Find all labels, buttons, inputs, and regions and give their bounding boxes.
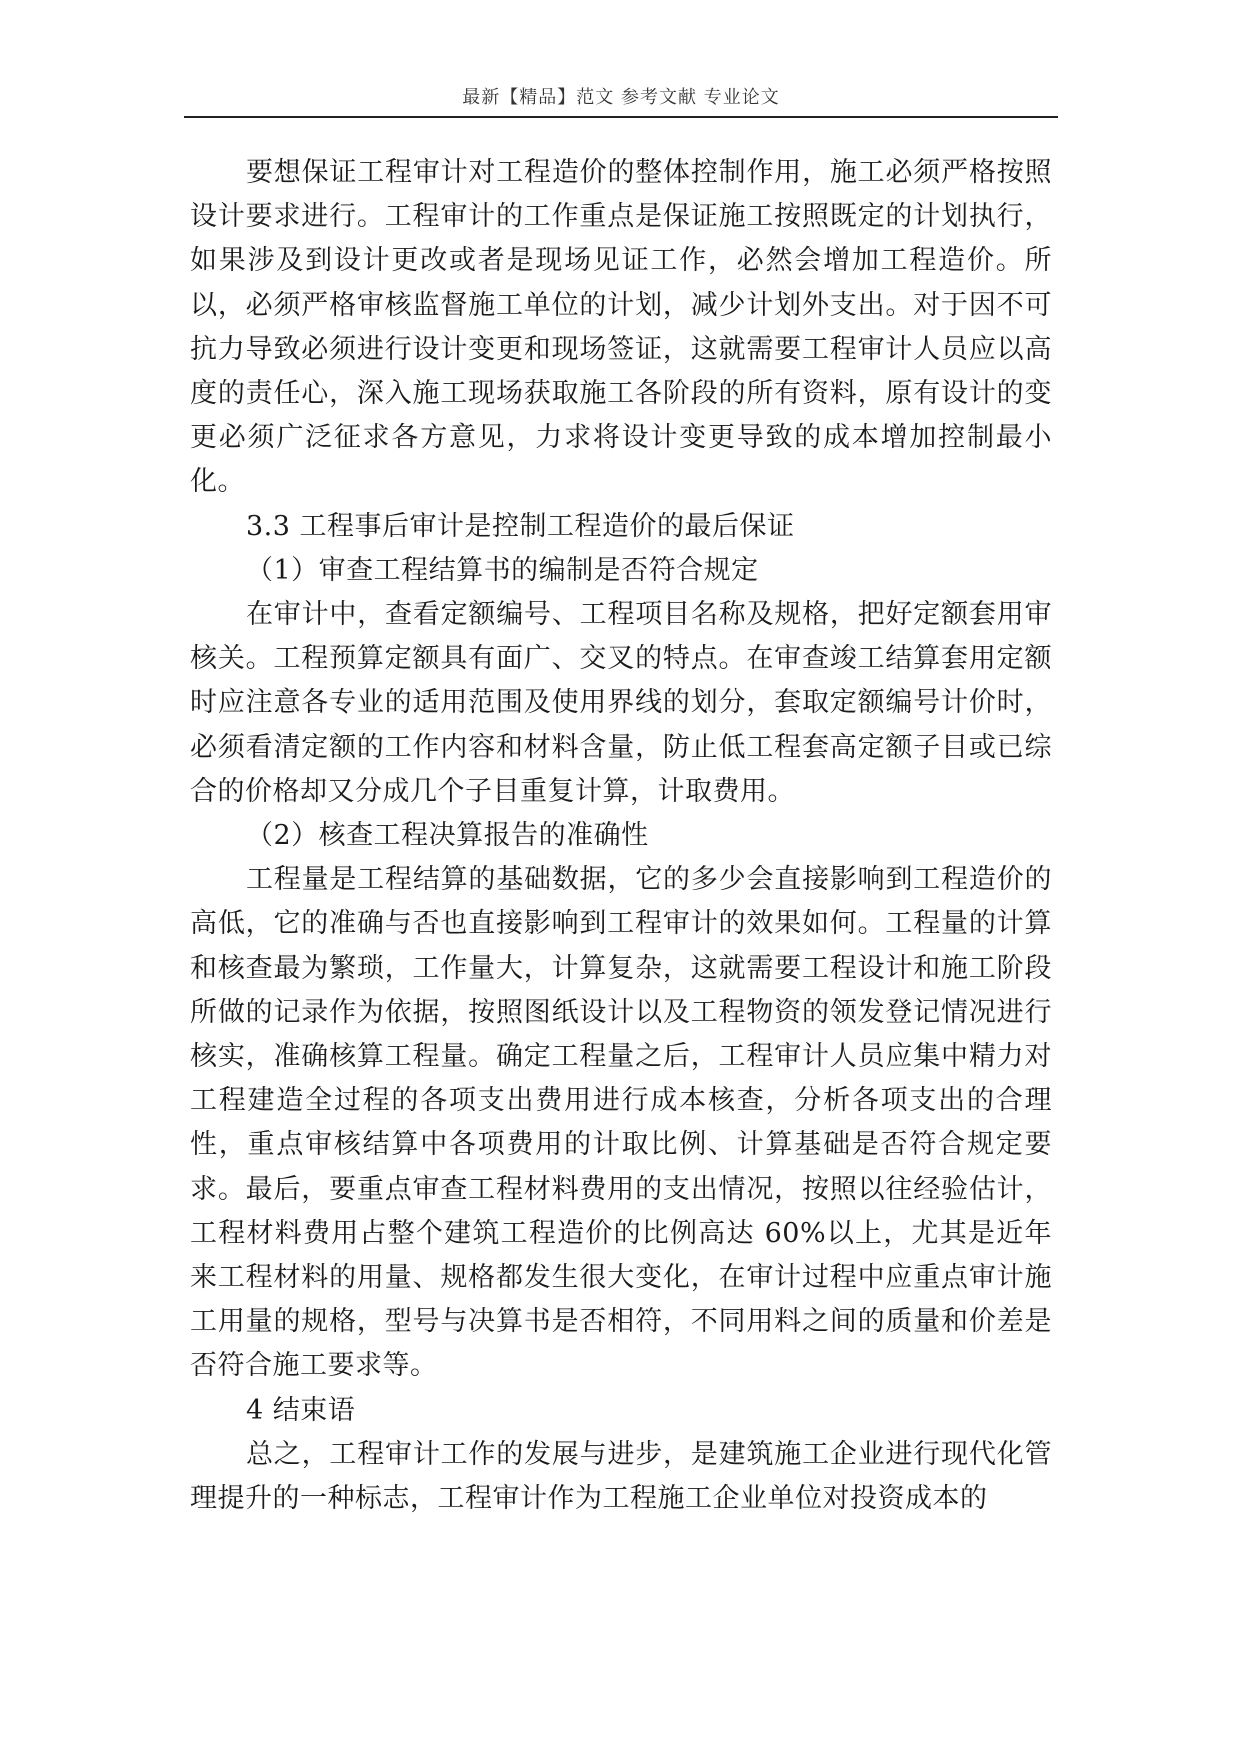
paragraph-design-change-control: 要想保证工程审计对工程造价的整体控制作用，施工必须严格按照设计要求进行。工程审计的工作重点是保证施工按照既定的计划执行，如果涉及到设计更改或者是现场见证工作，必然会增加工程造价。所以，必须严格审核监督施工单位的计划，减少计划外支出。对于因不可抗力导致必须进行设计变更和现场签证，这就需要工程审计人员应以高度的责任心，深入施工现场获取施工各阶段的所有资料，原有设计的变更必须广泛征求各方意见，力求将设计变更导致的成本增加控制最小化。: [190, 157, 1052, 498]
page-header: [184, 84, 1058, 118]
header-text: 最新【精品】范文 参考文献 专业论文: [462, 87, 780, 108]
paragraph-quantity-verification: 工程量是工程结算的基础数据，它的多少会直接影响到工程造价的高低，它的准确与否也直接影响到工程审计的效果如何。工程量的计算和核查最为繁琐，工作量大，计算复杂，这就需要工程设计和施工阶段所做的记录作为依据，按照图纸设计以及工程物资的领发登记情况进行核实，准确核算工程量。确定工程量之后，工程审计人员应集中精力对工程建造全过程的各项支出费用进行成本核查，分析各项支出的合理性，重点审核结算中各项费用的计取比例、计算基础是否符合规定要求。最后，要重点审查工程材料费用的支出情况，按照以往经验估计，工程材料费用占整个建筑工程造价的比例高达 60%以上，尤其是近年来工程材料的用量、规格都发生很大变化，在审计过程中应重点审计施工用量的规格，型号与决算书是否相符，不同用料之间的质量和价差是否符合施工要求等。: [190, 864, 1052, 1382]
paragraph-quota-review: 在审计中，查看定额编号、工程项目名称及规格，把好定额套用审核关。工程预算定额具有面广、交叉的特点。在审查竣工结算套用定额时应注意各专业的适用范围及使用界线的划分，套取定额编号计价时，必须看清定额的工作内容和材料含量，防止低工程套高定额子目或已综合的价格却又分成几个子目重复计算，计取费用。: [190, 599, 1052, 807]
paragraph-conclusion: 总之，工程审计工作的发展与进步，是建筑施工企业进行现代化管理提升的一种标志，工程审计作为工程施工企业单位对投资成本的: [190, 1438, 1052, 1515]
subheading-settlement-review: （1）审查工程结算书的编制是否符合规定: [246, 554, 759, 586]
document-body: [190, 151, 1052, 1521]
subheading-final-accounts-check: （2）核查工程决算报告的准确性: [246, 820, 649, 852]
section-heading-3-3: 3.3 工程事后审计是控制工程造价的最后保证: [246, 510, 795, 542]
section-heading-4: 4 结束语: [246, 1394, 356, 1426]
